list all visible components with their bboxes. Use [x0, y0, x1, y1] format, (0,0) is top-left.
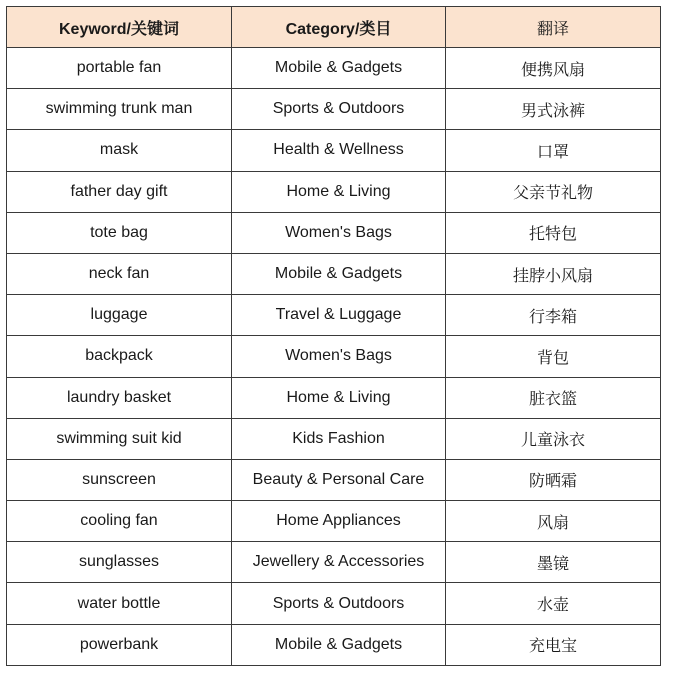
cell-translation: 充电宝 — [446, 624, 661, 665]
table-row — [7, 542, 661, 583]
cell-category: Jewellery & Accessories — [232, 542, 446, 583]
header-translation: 翻译 — [446, 7, 661, 48]
cell-keyword: neck fan — [7, 253, 232, 294]
cell-category: Mobile & Gadgets — [232, 48, 446, 89]
table-row — [7, 624, 661, 665]
cell-category: Women's Bags — [232, 212, 446, 253]
cell-keyword: cooling fan — [7, 501, 232, 542]
table-row — [7, 171, 661, 212]
cell-category: Kids Fashion — [232, 418, 446, 459]
table-row — [7, 212, 661, 253]
table-row — [7, 377, 661, 418]
cell-translation: 防晒霜 — [446, 459, 661, 500]
cell-translation: 背包 — [446, 336, 661, 377]
cell-keyword: water bottle — [7, 583, 232, 624]
table-row — [7, 295, 661, 336]
table-row — [7, 89, 661, 130]
cell-keyword: mask — [7, 130, 232, 171]
cell-keyword: backpack — [7, 336, 232, 377]
cell-keyword: portable fan — [7, 48, 232, 89]
cell-keyword: powerbank — [7, 624, 232, 665]
cell-keyword: tote bag — [7, 212, 232, 253]
cell-category: Sports & Outdoors — [232, 89, 446, 130]
cell-translation: 脏衣篮 — [446, 377, 661, 418]
cell-category: Health & Wellness — [232, 130, 446, 171]
cell-translation: 口罩 — [446, 130, 661, 171]
cell-keyword: swimming suit kid — [7, 418, 232, 459]
cell-translation: 儿童泳衣 — [446, 418, 661, 459]
cell-translation: 父亲节礼物 — [446, 171, 661, 212]
cell-category: Travel & Luggage — [232, 295, 446, 336]
table-body — [7, 48, 661, 666]
header-category: Category/类目 — [232, 7, 446, 48]
cell-category: Beauty & Personal Care — [232, 459, 446, 500]
cell-keyword: luggage — [7, 295, 232, 336]
header-keyword: Keyword/关键词 — [7, 7, 232, 48]
table-row — [7, 253, 661, 294]
cell-category: Mobile & Gadgets — [232, 253, 446, 294]
cell-translation: 行李箱 — [446, 295, 661, 336]
cell-keyword: laundry basket — [7, 377, 232, 418]
cell-keyword: swimming trunk man — [7, 89, 232, 130]
cell-category: Mobile & Gadgets — [232, 624, 446, 665]
cell-category: Sports & Outdoors — [232, 583, 446, 624]
table-row — [7, 130, 661, 171]
cell-category: Home Appliances — [232, 501, 446, 542]
cell-keyword: sunglasses — [7, 542, 232, 583]
cell-keyword: sunscreen — [7, 459, 232, 500]
table-header — [7, 7, 661, 48]
table-row — [7, 459, 661, 500]
table-row — [7, 48, 661, 89]
table-row — [7, 501, 661, 542]
cell-translation: 水壶 — [446, 583, 661, 624]
header-row — [7, 7, 661, 48]
table-row — [7, 336, 661, 377]
keyword-table — [6, 6, 661, 666]
cell-translation: 风扇 — [446, 501, 661, 542]
cell-keyword: father day gift — [7, 171, 232, 212]
cell-category: Women's Bags — [232, 336, 446, 377]
cell-category: Home & Living — [232, 171, 446, 212]
cell-translation: 托特包 — [446, 212, 661, 253]
table-row — [7, 583, 661, 624]
table-row — [7, 418, 661, 459]
cell-translation: 男式泳裤 — [446, 89, 661, 130]
cell-translation: 挂脖小风扇 — [446, 253, 661, 294]
cell-category: Home & Living — [232, 377, 446, 418]
cell-translation: 墨镜 — [446, 542, 661, 583]
cell-translation: 便携风扇 — [446, 48, 661, 89]
